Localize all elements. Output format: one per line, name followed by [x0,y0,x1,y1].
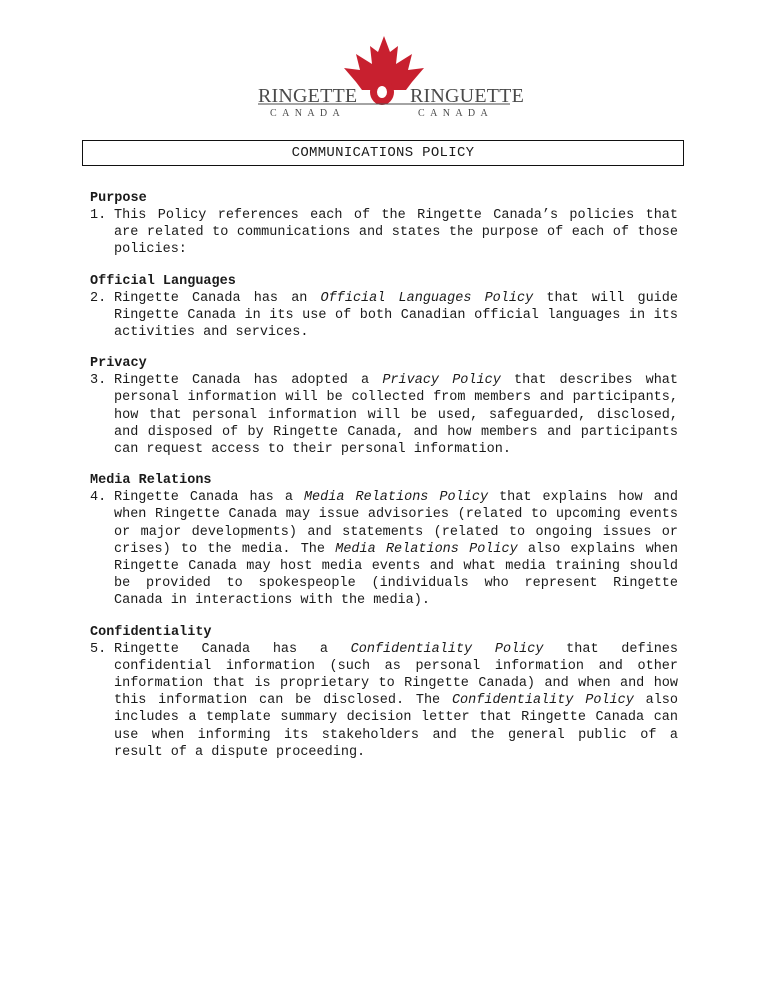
paragraph-text [114,290,678,342]
policy-name: Confidentiality Policy [350,641,544,657]
numbered-paragraph [90,489,678,609]
logo-sub-french: CANADA [418,108,494,119]
text-run: This Policy references each of the Ringette Canada’s policies that are related to communications and states the purpose of each of those policies: [114,208,678,258]
text-run: that describes what personal information will be collected from members and participants, how that personal information will be used, safeguarded, disclosed, and disposed of by Ringette Canada, and how members and participants can request access to their personal information. [114,373,679,458]
paragraph-text [114,207,678,259]
section-heading: Purpose [90,191,147,206]
section-heading: Privacy [90,356,147,372]
text-run: that explains how and when Ringette Canada may issue advisories (related to upcoming events or major developments) and statements (related to ongoing issues or crises) to the media. The [114,490,678,557]
text-run: that will guide Ringette Canada in its use of both Canadian official languages in its activities and services. [114,290,678,341]
text-run: Ringette Canada has a [114,490,304,506]
paragraph-number: 2. [90,290,107,306]
logo-sub-english: CANADA [270,108,346,119]
paragraph-number: 5. [90,641,107,657]
policy-name: Privacy Policy [382,373,501,389]
policy-name: Official Languages Policy [320,290,534,306]
ringette-canada-logo [256,34,524,120]
numbered-paragraph [90,290,678,342]
paragraph-text [114,489,678,609]
text-run: Ringette Canada has adopted a [114,373,383,389]
policy-name: Media Relations Policy [303,490,489,506]
section-heading: Confidentiality [90,624,212,640]
logo-word-english: RINGETTE [258,85,358,107]
text-run: that defines confidential information (such as personal information and other information that is proprietary to Ringette Canada) and when and how this information can be disclosed. The [114,641,679,709]
text-run: Ringette Canada has a [114,641,351,657]
section-heading: Official Languages [90,273,236,289]
section-heading: Media Relations [90,473,212,489]
paragraph-text [114,641,678,761]
paragraph-number: 3. [90,373,107,389]
logo-word-french: RINGUETTE [410,85,524,107]
paragraph-number: 4. [90,490,107,506]
document-title-box [82,140,684,166]
policy-body [90,190,678,775]
numbered-paragraph [90,207,678,259]
document-title: COMMUNICATIONS POLICY [291,145,475,161]
paragraph-number: 1. [90,208,107,223]
numbered-paragraph [90,641,678,761]
paragraph-text [114,372,678,458]
policy-name: Media Relations Policy [335,541,518,557]
numbered-paragraph [90,372,678,458]
text-run: also explains when Ringette Canada may host media events and what media training should be provided to spokespeople (individuals who represent Ringette Canada in interactions with the media). [114,541,678,609]
text-run: Ringette Canada has an [114,290,321,306]
text-run: also includes a template summary decision letter that Ringette Canada can use when informing its stakeholders and the general public of a result of a dispute proceeding. [114,693,679,760]
policy-name: Confidentiality Policy [451,693,634,709]
